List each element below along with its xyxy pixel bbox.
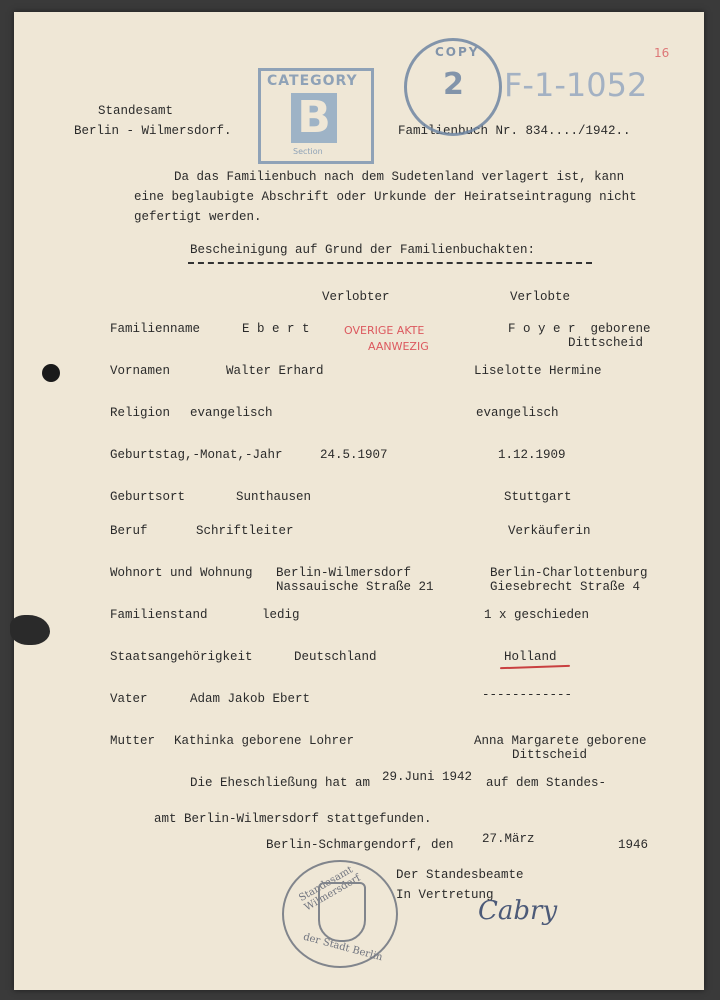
bride-mutter: Anna Margarete geborene [474, 734, 647, 748]
label-geburtstag: Geburtstag,-Monat,-Jahr [110, 448, 283, 462]
label-religion: Religion [110, 406, 171, 420]
groom-mutter: Kathinka geborene Lohrer [174, 734, 355, 748]
signoff-line2: In Vertretung [396, 888, 494, 902]
red-stamp-line1: OVERIGE AKTE [344, 324, 425, 337]
marriage-line2: amt Berlin-Wilmersdorf stattgefunden. [154, 812, 432, 826]
category-stamp: CATEGORY B Section [258, 68, 374, 164]
groom-religion: evangelisch [190, 406, 273, 420]
label-wohnort: Wohnort und Wohnung [110, 566, 253, 580]
marriage-line1-b: auf dem Standes- [486, 776, 607, 790]
place-year: 1946 [618, 838, 649, 852]
pencil-reference: F-1-1052 [504, 66, 648, 104]
intro-line1: Da das Familienbuch nach dem Sudetenland verlagert ist, kann [174, 170, 625, 184]
paper-tear [10, 615, 50, 645]
place-date: 27.März [482, 832, 535, 846]
label-familienstand: Familienstand [110, 608, 208, 622]
bride-familienstand: 1 x geschieden [484, 608, 590, 622]
groom-vornamen: Walter Erhard [226, 364, 324, 378]
groom-geburtstag: 24.5.1907 [320, 448, 388, 462]
title-underline [188, 262, 592, 264]
intro-line3: gefertigt werden. [134, 210, 262, 224]
bride-geburtstag: 1.12.1909 [498, 448, 566, 462]
bride-vornamen: Liselotte Hermine [474, 364, 602, 378]
signature: Cabry [478, 896, 558, 926]
bride-geburtsort: Stuttgart [504, 490, 572, 504]
marriage-line1-a: Die Eheschließung hat am [190, 776, 371, 790]
column-bride: Verlobte [510, 290, 571, 304]
coat-of-arms-icon [318, 882, 366, 942]
place-line: Berlin-Schmargendorf, den [266, 838, 454, 852]
groom-wohnort-2: Nassauische Straße 21 [276, 580, 434, 594]
groom-vater: Adam Jakob Ebert [190, 692, 311, 706]
groom-wohnort: Berlin-Wilmersdorf [276, 566, 412, 580]
groom-familienstand: ledig [262, 608, 300, 622]
label-geburtsort: Geburtsort [110, 490, 186, 504]
page-number: 16 [654, 46, 670, 60]
label-vater: Vater [110, 692, 148, 706]
marriage-date: 29.Juni 1942 [382, 770, 473, 784]
bride-religion: evangelisch [476, 406, 559, 420]
groom-beruf: Schriftleiter [196, 524, 294, 538]
signoff-line1: Der Standesbeamte [396, 868, 524, 882]
bride-familienname-2: Dittscheid [568, 336, 644, 350]
bride-beruf: Verkäuferin [508, 524, 591, 538]
document-title: Bescheinigung auf Grund der Familienbuchakten: [190, 243, 536, 257]
office-line1: Standesamt [98, 104, 174, 118]
label-familienname: Familienname [110, 322, 201, 336]
office-line2: Berlin - Wilmersdorf. [74, 124, 232, 138]
bride-wohnort-2: Giesebrecht Straße 4 [490, 580, 641, 594]
label-mutter: Mutter [110, 734, 156, 748]
column-groom: Verlobter [322, 290, 390, 304]
label-vornamen: Vornamen [110, 364, 171, 378]
bride-vater: ------------ [482, 688, 573, 702]
bride-familienname: F o y e r geborene [508, 322, 651, 336]
copy-stamp: COPY 2 [404, 38, 502, 136]
bride-wohnort: Berlin-Charlottenburg [490, 566, 648, 580]
official-seal: Standesamt Wilmersdorf der Stadt Berlin [282, 860, 398, 968]
bride-mutter-2: Dittscheid [512, 748, 588, 762]
red-stamp-line2: AANWEZIG [368, 340, 429, 353]
label-beruf: Beruf [110, 524, 148, 538]
groom-geburtsort: Sunthausen [236, 490, 312, 504]
groom-familienname: E b e r t [242, 322, 310, 336]
label-staatsangehoerigkeit: Staatsangehörigkeit [110, 650, 253, 664]
groom-staatsangehoerigkeit: Deutschland [294, 650, 377, 664]
bride-staatsangehoerigkeit: Holland [504, 650, 557, 664]
familienbuch-number: Familienbuch Nr. 834..../1942.. [398, 124, 631, 138]
intro-line2: eine beglaubigte Abschrift oder Urkunde der Heiratseintragung nicht [134, 190, 637, 204]
punch-hole [42, 364, 60, 382]
